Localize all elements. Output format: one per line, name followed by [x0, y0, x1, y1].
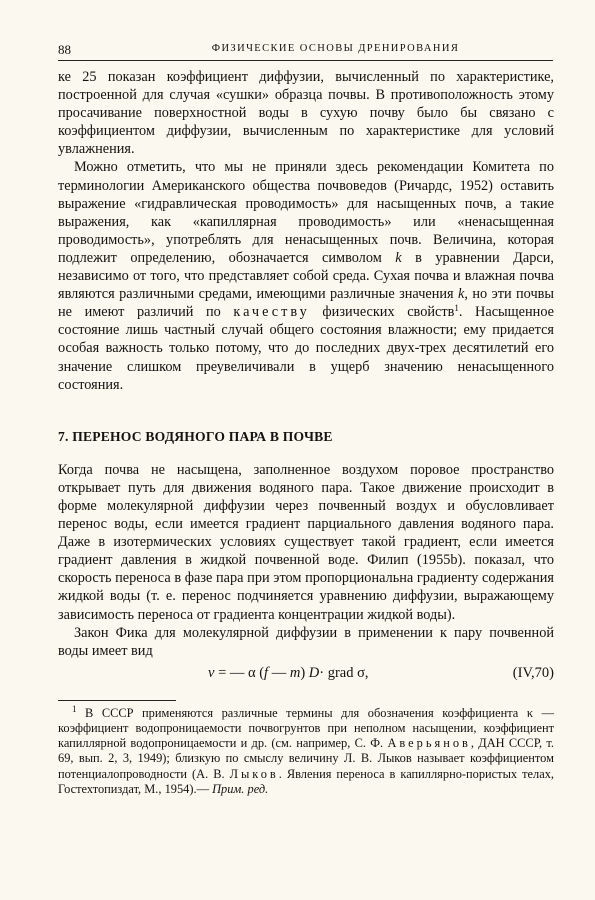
footnote	[58, 703, 555, 797]
page-header	[58, 40, 553, 61]
text-run: Можно отметить, что мы не приняли здесь рекомендации Комитета по терминологии Американского общества почвоведов (Ричардс, 1952) оставить выражение «гидравлическая проводимость» для насыщенных почв, а такие выражения, как «капиллярная проводимость» или «ненасыщенная проводимость», употреблять для ненасыщенных почв. Величина, которая подлежит определению, обозначается символом	[58, 159, 554, 266]
equation: v = — α (f — m) D· grad σ,	[208, 664, 369, 681]
running-title: ФИЗИЧЕСКИЕ ОСНОВЫ ДРЕНИРОВАНИЯ	[211, 43, 460, 54]
paragraph-vapor-transfer: Когда почва не насыщена, заполненное воздухом поровое пространство открывает путь для движения водяного пара. Такое движение происходит в форме молекулярной диффузии через почвенный воздух и обусловливает перенос воды, если имеется градиент парциального давления водяного пара. Даже в изотермических условиях существует такой градиент, если имеется градиент давления в жидкой почвенной воде. Филип (1955b). показал, что скорость переноса в фазе пара при этом пропорциональна градиенту содержания жидкой воды (т. е. перенос подчиняется уравнению диффузии, выражающему зависимость переноса от градиента концентрации жидкой воды).	[58, 461, 554, 623]
paragraph-continuation: ке 25 показан коэффициент диффузии, вычисленный по характеристике, построенной для случая «сушки» образца почвы. В противоположность этому просачивание поверхностной воды в сухую почву было бы связано с коэффициентом диффузии, вычисленным по характеристике для условий увлажнения.	[58, 69, 554, 158]
author-name: Лыков	[229, 766, 279, 781]
author-name: Аверьянов	[387, 736, 471, 751]
symbol-k: k	[458, 286, 465, 303]
editor-note: Прим. ред.	[212, 781, 269, 796]
symbol-k: k	[395, 249, 402, 266]
footnote-number: 1	[72, 703, 77, 714]
text-run: , ДАН СССР, т. 69, вып. 2, 3, 1949); близкую по смыслу величину Л. В. Лыков называет коэффициентом потенциалопроводности (А. В.	[58, 736, 555, 781]
text-run: . Явления переноса в капиллярно-пористых телах, Гостехтопиздат, М., 1954).—	[58, 766, 554, 796]
footnotes	[58, 703, 555, 797]
text-run: . Насыщенное состояние лишь частный случай общего состояния влажности; ему придается особая важность только потому, что до последних двух-трех десятилетий его значение слишком преувеличивали в ущерб значению ненасыщенного состояния.	[58, 304, 554, 393]
section-heading: 7. ПЕРЕНОС ВОДЯНОГО ПАРА В ПОЧВЕ	[58, 428, 333, 444]
footnote-divider	[58, 700, 176, 701]
text-run: , но эти почвы не имеют различий по	[58, 286, 554, 321]
equation-row	[58, 664, 554, 686]
spaced-emphasis: качеству	[233, 304, 310, 321]
page-number: 88	[58, 42, 71, 57]
equation-number: (IV,70)	[512, 664, 554, 681]
paragraph-fick-law: Закон Фика для молекулярной диффузии в применении к пару почвенной воды имеет вид	[58, 624, 554, 659]
text-run: физических свойств	[309, 304, 455, 321]
paragraph-terminology	[58, 158, 554, 393]
main-text	[58, 68, 554, 797]
text-run: в уравнении Дарси, независимо от того, что представляет собой среда. Сухая почва и влажная почва являются различными средами, имеющими различные значения	[58, 249, 555, 303]
text-run: В СССР применяются различные термины для обозначения коэффициента κ — коэффициент водопроницаемости почвогрунтов при неполном насыщении, коэффициент капиллярной водопроницаемости и др. (см. например, С. Ф.	[58, 705, 554, 751]
footnote-marker: 1	[454, 303, 459, 314]
